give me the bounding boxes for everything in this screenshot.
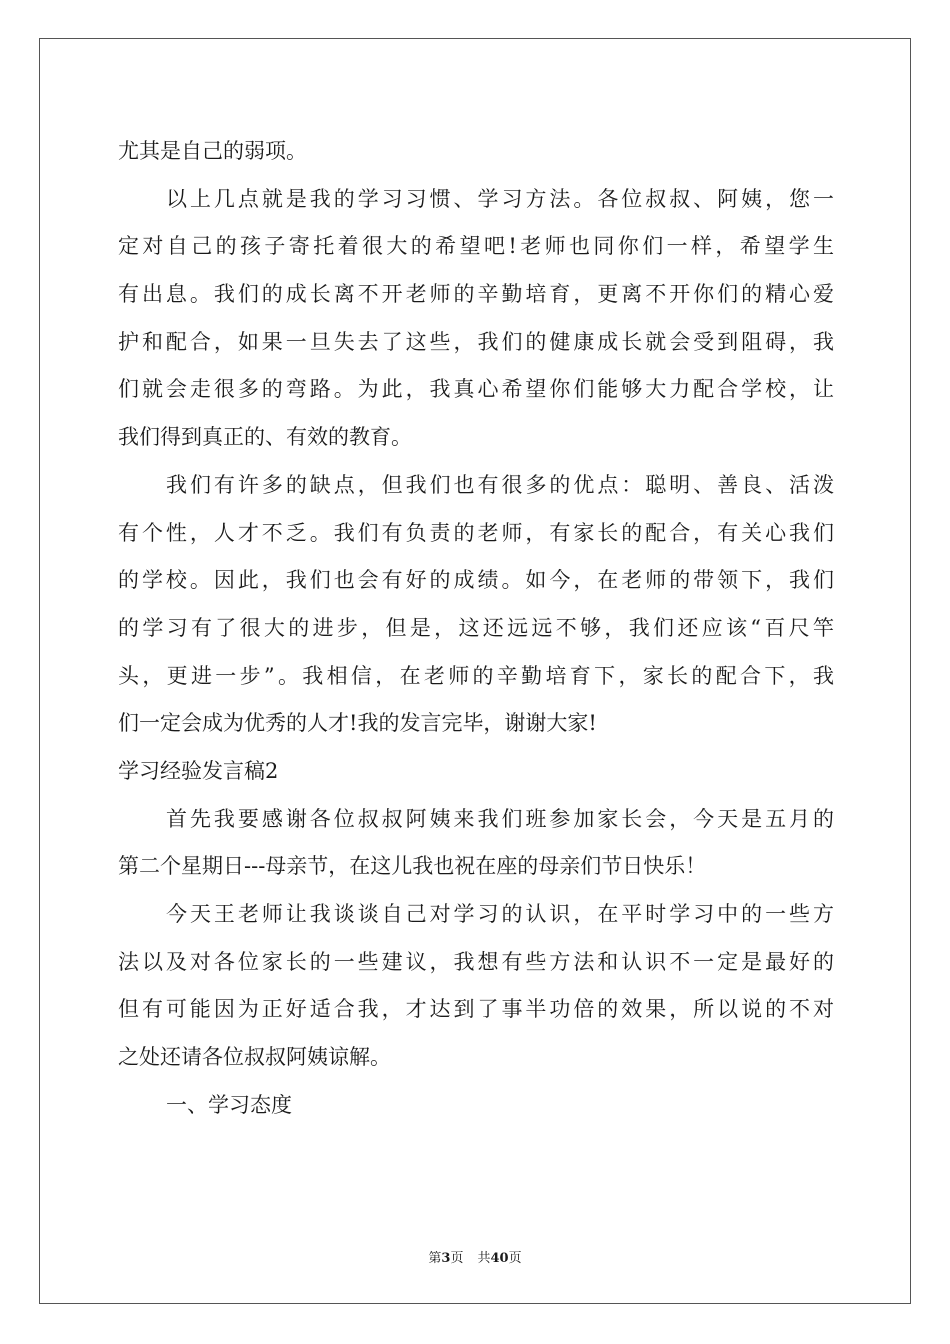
text-line: 首先我要感谢各位叔叔阿姨来我们班参加家长会，今天是五月的 — [166, 806, 834, 831]
text-line: 学习经验发言稿2 — [118, 758, 279, 783]
text-line: 以上几点就是我的学习习惯、学习方法。各位叔叔、阿姨，您一 — [166, 186, 834, 211]
text-line: 们一定会成为优秀的人才!我的发言完毕，谢谢大家! — [118, 711, 597, 736]
text-line: 有出息。我们的成长离不开老师的辛勤培育，更离不开你们的精心爱 — [118, 282, 834, 307]
text-line: 之处还请各位叔叔阿姨谅解。 — [118, 1045, 391, 1070]
footer-total-pages: 40 — [490, 1251, 509, 1266]
text-line: 定对自己的孩子寄托着很大的希望吧!老师也同你们一样，希望学生 — [118, 234, 834, 259]
footer-page-suffix: 页 — [450, 1251, 464, 1266]
text-line: 一、学习态度 — [166, 1092, 292, 1117]
text-line: 我们得到真正的、有效的教育。 — [118, 425, 412, 450]
text-line: 我们有许多的缺点，但我们也有很多的优点：聪明、善良、活泼 — [166, 472, 834, 497]
text-line: 的学习有了很大的进步，但是，这还远远不够，我们还应该“百尺竿 — [118, 615, 834, 640]
footer-total-prefix: 共 — [477, 1251, 491, 1266]
text-line: 护和配合，如果一旦失去了这些，我们的健康成长就会受到阻碍，我 — [118, 329, 834, 354]
text-line: 但有可能因为正好适合我，才达到了事半功倍的效果，所以说的不对 — [118, 997, 834, 1022]
footer-page-number: 3 — [441, 1251, 451, 1266]
page-footer — [0, 1247, 950, 1266]
document-body — [118, 128, 834, 1129]
text-line: 尤其是自己的弱项。 — [118, 139, 307, 163]
text-line: 今天王老师让我谈谈自己对学习的认识，在平时学习中的一些方 — [166, 902, 834, 926]
footer-page-prefix: 第 — [428, 1251, 442, 1266]
text-line: 有个性，人才不乏。我们有负责的老师，有家长的配合，有关心我们 — [118, 520, 834, 545]
text-line: 法以及对各位家长的一些建议，我想有些方法和认识不一定是最好的 — [118, 949, 834, 974]
text-line: 头，更进一步”。我相信，在老师的辛勤培育下，家长的配合下，我 — [118, 663, 834, 688]
text-line: 第二个星期日---母亲节，在这儿我也祝在座的母亲们节日快乐！ — [118, 854, 707, 879]
text-line: 们就会走很多的弯路。为此，我真心希望你们能够大力配合学校，让 — [118, 377, 834, 402]
footer-total-suffix: 页 — [508, 1251, 522, 1266]
text-line: 的学校。因此，我们也会有好的成绩。如今，在老师的带领下，我们 — [118, 568, 834, 593]
